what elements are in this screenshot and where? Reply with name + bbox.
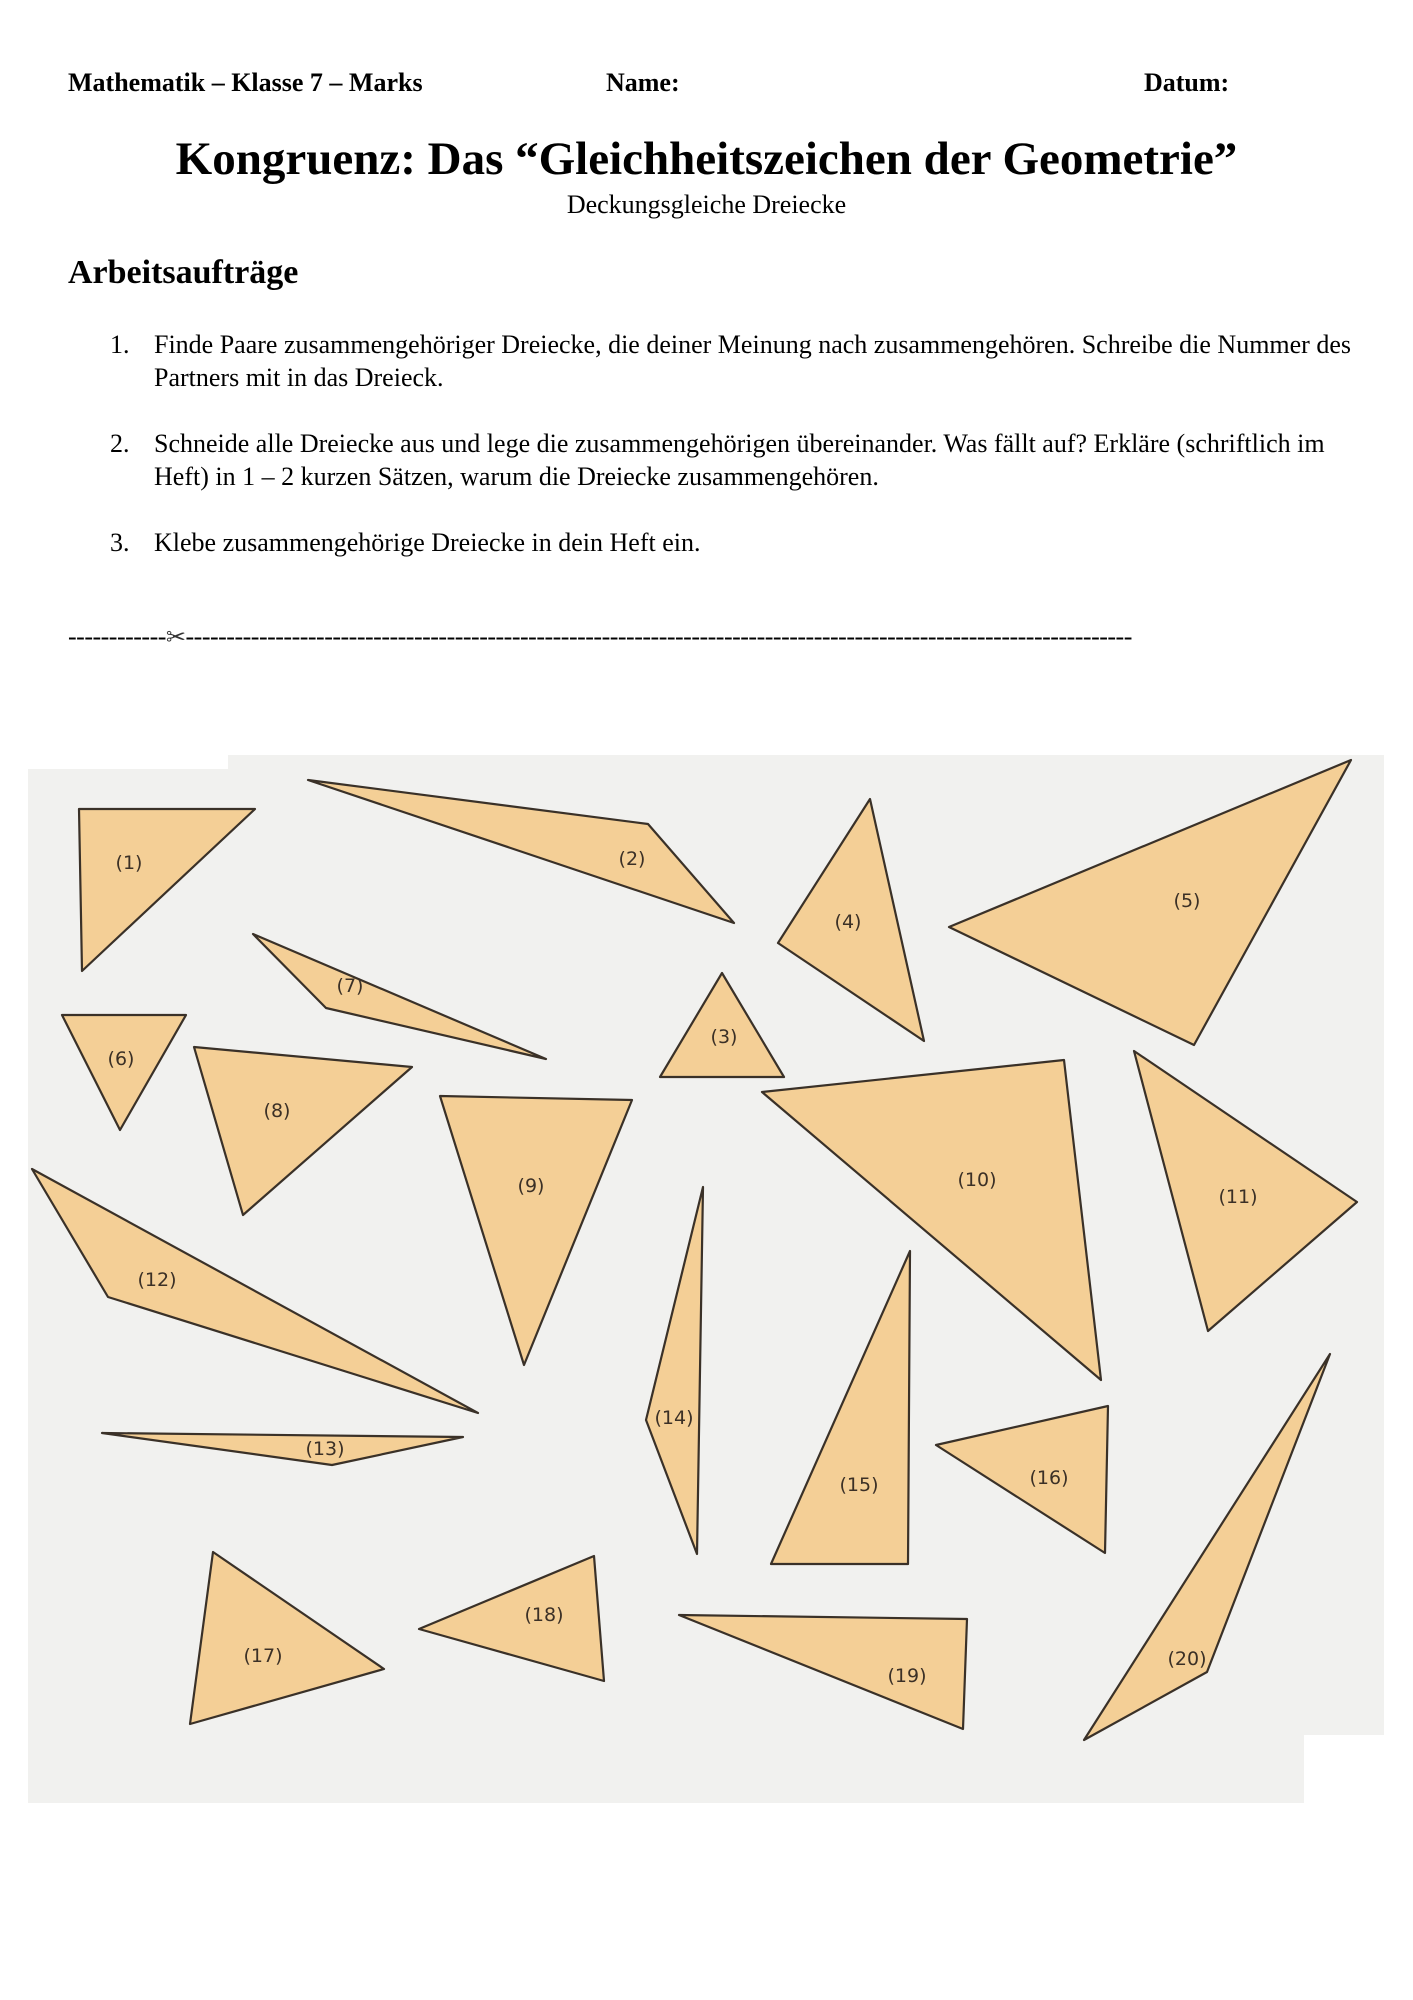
- triangle-label: (4): [834, 911, 862, 933]
- triangle-label: (12): [137, 1269, 177, 1291]
- course-info: Mathematik – Klasse 7 – Marks: [68, 68, 423, 97]
- triangle-label: (20): [1167, 1648, 1207, 1670]
- task-list: [68, 328, 1358, 592]
- date-label: Datum:: [1144, 68, 1230, 97]
- name-label: Name:: [606, 68, 680, 97]
- task-item: [68, 328, 1358, 394]
- task-number: 3.: [110, 528, 130, 557]
- task-number: 2.: [110, 429, 130, 458]
- section-heading: Arbeitsaufträge: [68, 254, 299, 291]
- cut-line-dashes-left: ------------: [68, 622, 166, 651]
- triangle-label: (1): [115, 852, 143, 874]
- task-text: Finde Paare zusammengehöriger Dreiecke, die deiner Meinung nach zusammengehören. Schreibe die Nummer des Partners mit in das Dreieck.: [154, 330, 1352, 392]
- task-text: Klebe zusammengehörige Dreiecke in dein Heft ein.: [154, 528, 701, 557]
- triangle-label: (14): [654, 1407, 694, 1429]
- page-title: Kongruenz: Das “Gleichheitszeichen der Geometrie”: [175, 133, 1238, 185]
- triangle-label: (15): [839, 1474, 879, 1496]
- triangle-label: (10): [957, 1169, 997, 1191]
- task-text: Schneide alle Dreiecke aus und lege die zusammengehörigen übereinander. Was fällt auf? Erkläre (schriftlich im Heft) in 1 – 2 kurzen Sätzen, warum die Dreiecke zusammengehören.: [154, 429, 1325, 491]
- task-item: [68, 526, 1358, 559]
- scissors-icon: ✂: [165, 623, 186, 651]
- triangle-label: (2): [618, 848, 646, 870]
- triangle-label: (8): [263, 1100, 291, 1122]
- triangle-label: (17): [243, 1645, 283, 1667]
- triangle-label: (11): [1218, 1186, 1258, 1208]
- triangle-label: (13): [305, 1438, 345, 1460]
- triangles-canvas: [28, 755, 1384, 1803]
- triangles-figure: [28, 755, 1384, 1803]
- triangle-label: (16): [1029, 1467, 1069, 1489]
- triangle-label: (18): [524, 1604, 564, 1626]
- triangle-label: (6): [107, 1048, 135, 1070]
- task-item: [68, 427, 1358, 493]
- triangle-label: (5): [1173, 890, 1201, 912]
- triangle-label: (19): [887, 1665, 927, 1687]
- triangle-label: (9): [517, 1175, 545, 1197]
- worksheet-header: [68, 68, 1348, 104]
- cut-line-dashes-right: --------------------------------------------------------------------------------------------------------------------: [185, 622, 1132, 651]
- page-subtitle: Deckungsgleiche Dreiecke: [566, 190, 847, 219]
- triangle-label: (3): [710, 1026, 738, 1048]
- triangle-label: (7): [336, 975, 364, 997]
- task-number: 1.: [110, 330, 130, 359]
- cut-line: [68, 622, 1348, 652]
